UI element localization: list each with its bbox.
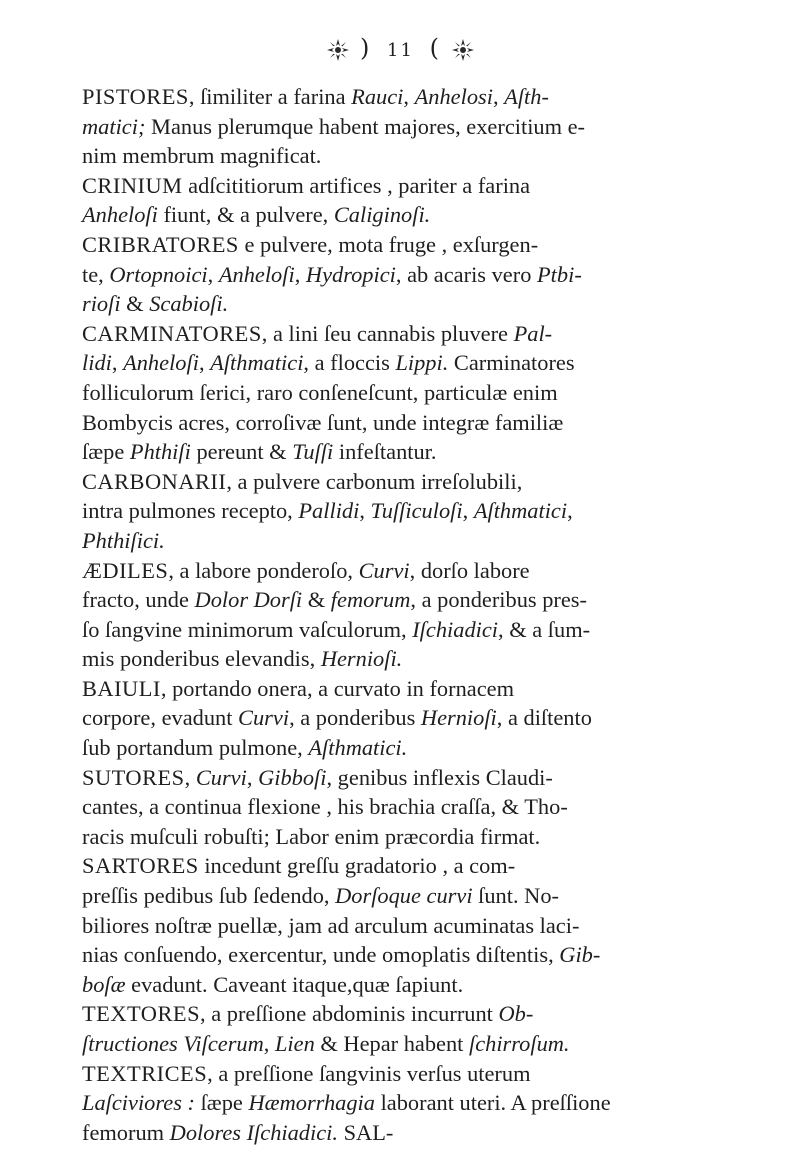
text-run: , [246, 764, 259, 790]
text-run: e pulvere, mota fruge , exſurgen- [238, 231, 539, 257]
body-text [46, 82, 766, 1147]
text-run: pereunt & [190, 439, 293, 465]
text-line [46, 1088, 766, 1118]
text-run: , dorſo labore [409, 557, 530, 583]
text-run: ſunt. No- [472, 883, 559, 909]
text-line [46, 141, 766, 171]
text-run: , a floccis [303, 350, 396, 376]
trade-heading: TEXTORES [82, 1001, 201, 1027]
page-number: 11 [387, 40, 414, 61]
text-run: Bombycis acres, corroſivæ ſunt, unde integræ familiæ [82, 409, 564, 435]
italic-term: Curvi [238, 705, 290, 731]
text-run: , [403, 84, 415, 109]
italic-term: Rauci [351, 84, 404, 109]
text-run: adſcititiorum artifices , pariter a farina [182, 172, 531, 198]
text-run: fiunt, & a pulvere, [157, 202, 334, 228]
text-line [46, 82, 766, 112]
italic-term: Pal- [513, 320, 553, 346]
trade-heading: CARMINATORES [82, 320, 262, 346]
text-line [46, 999, 766, 1029]
text-line [46, 792, 766, 822]
text-line [46, 585, 766, 615]
paragraph [46, 999, 766, 1058]
text-run: SAL- [337, 1119, 394, 1145]
text-run: preſſis pedibus ſub ſedendo, [82, 883, 336, 909]
text-run: & [120, 291, 150, 317]
text-run: ſæpe [82, 439, 130, 465]
text-run: biliores noſtræ puellæ, jam ad arculum acuminatas laci- [82, 912, 580, 938]
text-run: Carminatores [448, 350, 575, 376]
italic-term: Anheloſi [218, 261, 295, 287]
text-line [46, 378, 766, 408]
text-line [46, 970, 766, 1000]
italic-term: Aſthmatici [210, 350, 304, 376]
paragraph [46, 851, 766, 999]
italic-term: Tuſſi [292, 439, 334, 465]
text-run: & [302, 587, 331, 613]
text-line [46, 940, 766, 970]
text-run: , a ponderibus pres- [410, 587, 587, 613]
italic-term: Ob- [498, 1001, 534, 1027]
italic-term: Phthiſi [129, 439, 191, 465]
italic-term: boſæ [82, 971, 126, 997]
text-run: , [184, 764, 196, 790]
paragraph [46, 319, 766, 467]
text-run: , portando onera, a curvato in fornacem [160, 675, 514, 701]
text-line [46, 437, 766, 467]
text-run: , [359, 498, 371, 524]
text-run: incedunt greſſu gradatorio , a com- [198, 853, 516, 879]
running-head [0, 34, 801, 62]
italic-term: Lippi. [395, 350, 449, 376]
italic-term: Ortopnoici [109, 261, 208, 287]
trade-heading: CRINIUM [82, 172, 183, 198]
italic-term: rioſi [82, 291, 121, 317]
text-run: femorum [82, 1119, 170, 1145]
italic-term: Dolor Dorſi [194, 587, 303, 613]
text-run: & Hepar habent [314, 1031, 469, 1056]
text-line [46, 881, 766, 911]
text-run: , [207, 261, 219, 287]
text-run: , ſimiliter a farina [188, 84, 352, 109]
italic-term: Anhelosi [414, 84, 493, 109]
text-run: , genibus inflexis Claudi- [326, 764, 553, 790]
italic-term: femorum [330, 587, 411, 613]
trade-heading: SARTORES [82, 853, 199, 879]
italic-term: matici; [82, 113, 146, 139]
text-line [46, 911, 766, 941]
paragraph [46, 171, 766, 230]
text-line [46, 851, 766, 881]
paragraph [46, 674, 766, 763]
text-line [46, 496, 766, 526]
italic-term: Hæmorrhagia [248, 1090, 375, 1116]
text-line [46, 408, 766, 438]
trade-heading: ÆDILES [82, 557, 169, 583]
trade-heading: CRIBRATORES [82, 231, 239, 257]
text-run: ſo ſangvine minimorum vaſculorum, [82, 616, 413, 642]
italic-term: Dolores Iſchiadici. [169, 1119, 338, 1145]
text-run: intra pulmones recepto, [82, 498, 299, 524]
italic-term: Aſthmatici [473, 498, 568, 524]
italic-term: Lien [274, 1031, 315, 1056]
text-line [46, 260, 766, 290]
text-line [46, 467, 766, 497]
running-head-left-bracket: ) [360, 34, 372, 62]
text-line [46, 289, 766, 319]
text-line [46, 1118, 766, 1148]
text-line [46, 230, 766, 260]
text-run: , & a ſum- [498, 616, 591, 642]
italic-term: Gibboſi [258, 764, 327, 790]
text-run: , [462, 498, 474, 524]
text-line [46, 763, 766, 793]
text-run: , a preſſione abdominis incurrunt [200, 1001, 499, 1027]
text-run: , a labore ponderoſo, [168, 557, 359, 583]
text-run: , ab acaris vero [395, 261, 537, 287]
text-line [46, 200, 766, 230]
text-line [46, 112, 766, 142]
italic-term: Dorſoque curvi [335, 883, 473, 909]
italic-term: Iſchiadici [412, 616, 499, 642]
italic-term: Curvi [358, 557, 410, 583]
text-run: evadunt. Caveant itaque,quæ ſapiunt. [125, 971, 464, 997]
text-run: ſub portandum pulmone, [82, 735, 309, 761]
text-run: racis muſculi robuſti; Labor enim præcordia firmat. [82, 823, 541, 849]
text-line [46, 644, 766, 674]
italic-term: Scabioſi. [149, 291, 229, 317]
running-head-right-bracket: ( [429, 34, 441, 62]
italic-term: Laſciviores : [82, 1090, 195, 1116]
text-line [46, 348, 766, 378]
text-line [46, 733, 766, 763]
paragraph [46, 763, 766, 852]
text-line [46, 822, 766, 852]
text-run: folliculorum ſerici, raro conſeneſcunt, particulæ enim [82, 379, 558, 405]
text-run: , [198, 350, 211, 376]
text-run: , [492, 84, 505, 109]
text-run: cantes, a continua flexione , his brachia craſſa, & Tho- [82, 794, 568, 820]
italic-term: Tuſſiculoſi [370, 498, 463, 524]
italic-term: Gib- [559, 942, 601, 968]
text-run: , [294, 261, 306, 287]
trade-heading: CARBONARII [82, 468, 227, 494]
text-line [46, 674, 766, 704]
italic-term: Curvi [195, 764, 247, 790]
paragraph [46, 556, 766, 674]
text-run: corpore, evadunt [82, 705, 239, 731]
italic-term: Anheloſi [123, 350, 199, 376]
text-line [46, 1029, 766, 1059]
text-run: , a preſſione ſangvinis verſus uterum [207, 1060, 531, 1086]
trade-heading: SUTORES [82, 764, 185, 790]
text-line [46, 556, 766, 586]
text-run: fracto, unde [82, 587, 195, 613]
text-line [46, 703, 766, 733]
italic-term: Hernioſi [420, 705, 497, 731]
paragraph [46, 82, 766, 171]
text-run: te, [82, 261, 110, 287]
italic-term: Ptbi- [537, 261, 582, 287]
text-run: nias conſuendo, exercentur, unde omoplatis diſtentis, [82, 942, 560, 968]
italic-term: Hydropici [305, 261, 396, 287]
italic-term: Aſthmatici. [308, 735, 408, 761]
italic-term: Pallidi [298, 498, 360, 524]
fleuron-left-icon [326, 38, 350, 62]
text-run: , [567, 498, 573, 524]
paragraph [46, 467, 766, 556]
trade-heading: BAIULI [82, 675, 161, 701]
text-run: laborant uteri. A preſſione [374, 1090, 611, 1116]
text-run: mis ponderibus elevandis, [82, 646, 321, 672]
text-line [46, 319, 766, 349]
paragraph [46, 1059, 766, 1148]
text-run: nim membrum magnificat. [82, 143, 322, 169]
fleuron-right-icon [451, 38, 475, 62]
text-run: , a diſtento [496, 705, 592, 731]
italic-term: ſtructiones Viſcerum [82, 1031, 264, 1056]
italic-term: ſchirroſum. [468, 1031, 570, 1056]
text-line [46, 1059, 766, 1089]
text-run: , [111, 350, 124, 376]
italic-term: Phthiſici. [82, 527, 165, 553]
text-line [46, 526, 766, 556]
text-run: , [263, 1031, 275, 1056]
italic-term: Aſth- [504, 84, 549, 109]
trade-heading: PISTORES [82, 84, 189, 109]
trade-heading: TEXTRICES [82, 1060, 208, 1086]
text-line [46, 615, 766, 645]
text-run: , a ponderibus [289, 705, 421, 731]
text-run: , a lini ſeu cannabis pluvere [261, 320, 514, 346]
italic-term: Anheloſi [82, 202, 158, 228]
text-line [46, 171, 766, 201]
text-run: Manus plerumque habent majores, exercitium e- [145, 113, 586, 139]
text-run: infeſtantur. [333, 439, 437, 465]
paragraph [46, 230, 766, 319]
italic-term: lidi [82, 350, 112, 376]
italic-term: Hernioſi. [320, 646, 403, 672]
text-run: , a pulvere carbonum irreſolubili, [226, 468, 523, 494]
italic-term: Caliginoſi. [333, 202, 431, 228]
text-run: ſæpe [194, 1090, 249, 1116]
